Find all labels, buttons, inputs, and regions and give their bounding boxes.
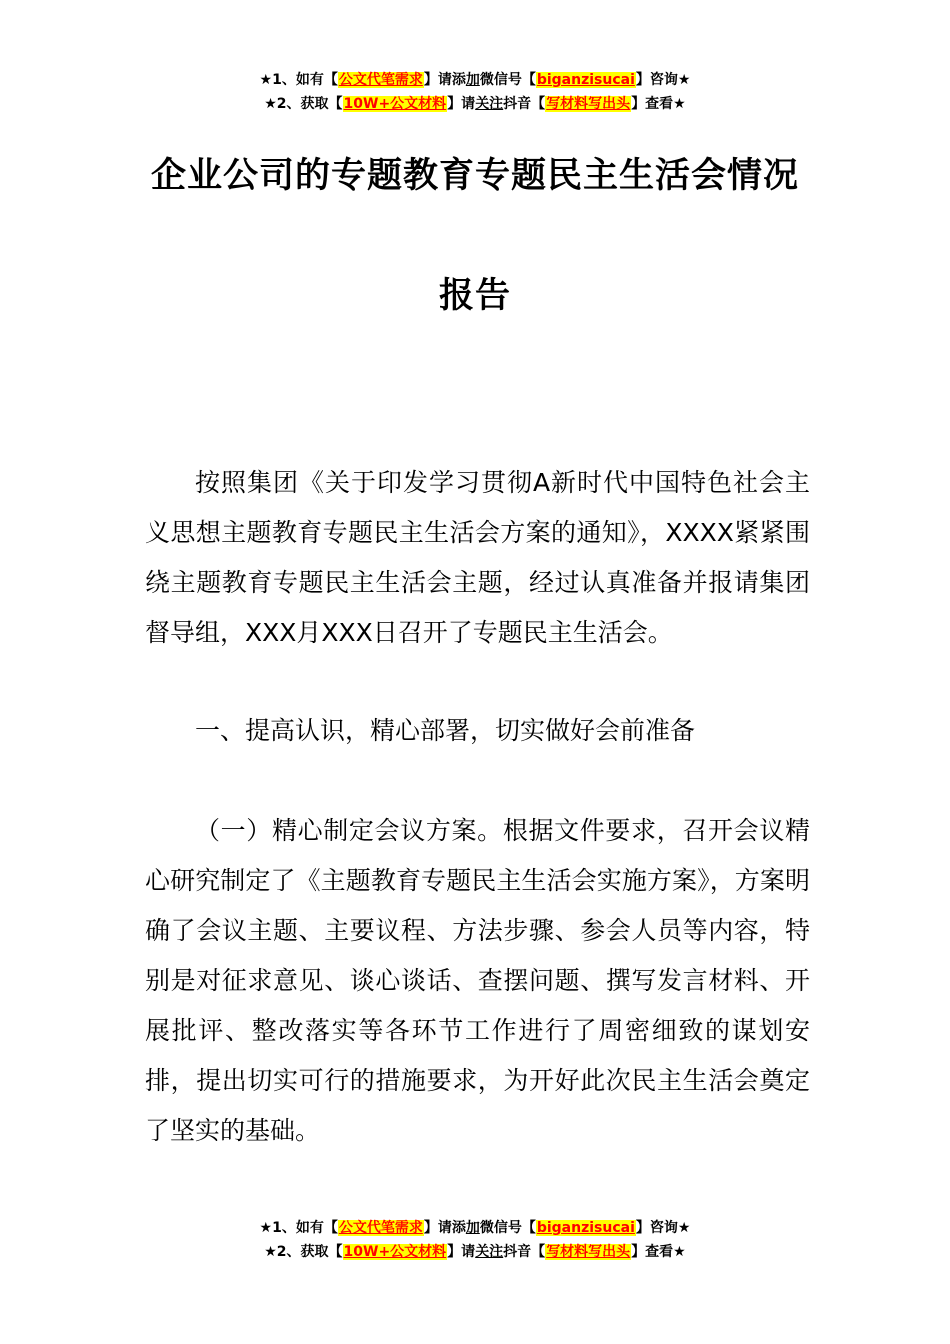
highlight-douyin-account: 写材料写出头 (546, 96, 631, 112)
promo-line-1: ★1、如有【公文代笔需求】请添加微信号【biganzisucai】咨询★ (259, 1220, 691, 1236)
highlight-materials: 10W+公文材料 (343, 96, 447, 112)
section-heading-1: 一、提高认识，精心部署，切实做好会前准备 (195, 716, 696, 745)
promo-line-1: ★1、如有【公文代笔需求】请添加微信号【biganzisucai】咨询★ (259, 72, 691, 88)
document-title-line-1: 企业公司的专题教育专题民主生活会情况 (150, 156, 799, 196)
highlight-service: 公文代笔需求 (338, 72, 423, 88)
paragraph-intro: 按照集团《关于印发学习贯彻A新时代中国特色社会主义思想主题教育专题民主生活会方案的通知》，XXXX紧紧围绕主题教育专题民主生活会主题，经过认真准备并报请集团督导组，XXX月XXX日召开了专题民主生活会。 (145, 468, 810, 647)
promo-line-2: ★2、获取【10W+公文材料】请关注抖音【写材料写出头】查看★ (264, 1244, 686, 1260)
document-title-line-2: 报告 (438, 276, 511, 316)
highlight-douyin-account: 写材料写出头 (546, 1244, 631, 1260)
highlight-materials: 10W+公文材料 (343, 1244, 447, 1260)
highlight-wechat-id: biganzisucai (536, 1220, 635, 1236)
promo-banner-bottom (0, 1216, 950, 1264)
paragraph-section-1-1: （一）精心制定会议方案。根据文件要求，召开会议精心研究制定了《主题教育专题民主生活会实施方案》，方案明确了会议主题、主要议程、方法步骤、参会人员等内容，特别是对征求意见、谈心谈话、查摆问题、撰写发言材料、开展批评、整改落实等各环节工作进行了周密细致的谋划安排，提出切实可行的措施要求，为开好此次民主生活会奠定了坚实的基础。 (145, 816, 810, 1145)
highlight-wechat-id: biganzisucai (536, 72, 635, 88)
promo-banner-top (0, 68, 950, 116)
promo-line-2: ★2、获取【10W+公文材料】请关注抖音【写材料写出头】查看★ (264, 96, 686, 112)
highlight-service: 公文代笔需求 (338, 1220, 423, 1236)
